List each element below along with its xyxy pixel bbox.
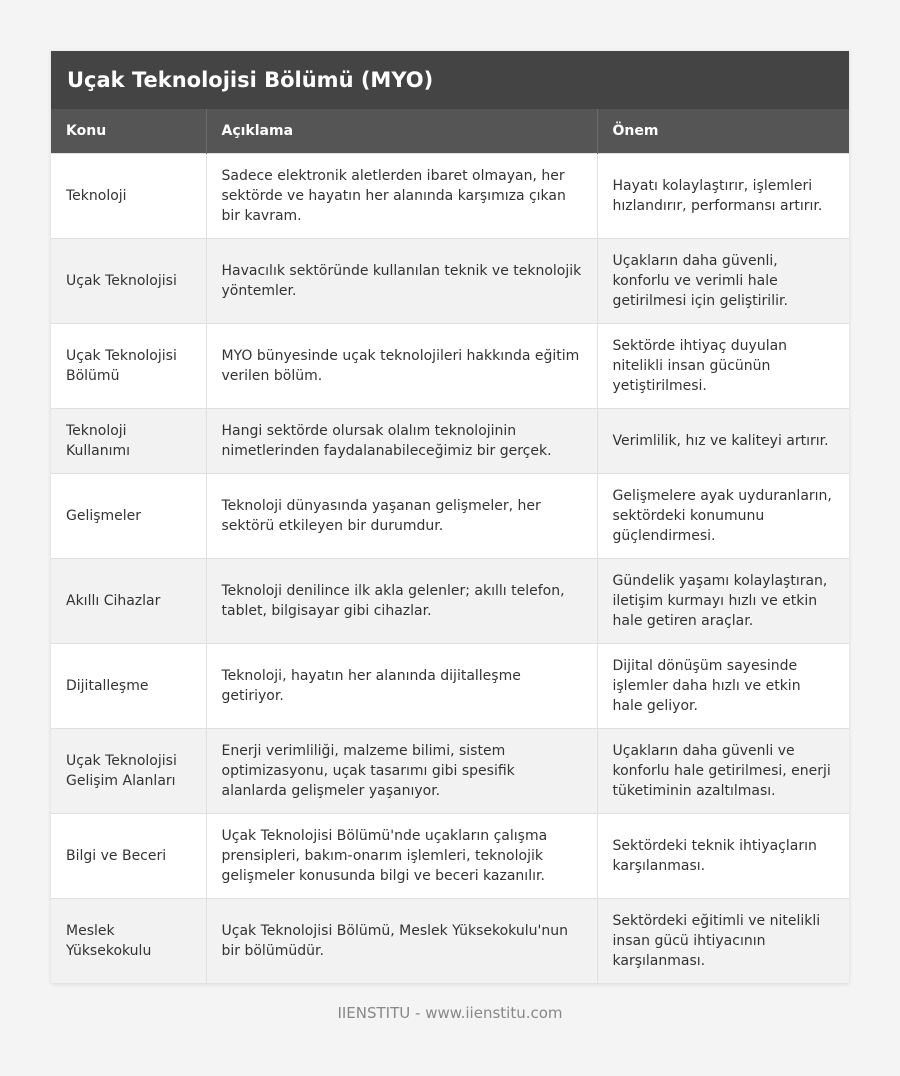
cell-aciklama: Enerji verimliliği, malzeme bilimi, sistem optimizasyonu, uçak tasarımı gibi spesifik alanlarda gelişmeler yaşanıyor. [206, 728, 597, 813]
cell-onem: Verimlilik, hız ve kaliteyi artırır. [597, 408, 849, 473]
cell-aciklama: Sadece elektronik aletlerden ibaret olmayan, her sektörde ve hayatın her alanında karşımıza çıkan bir kavram. [206, 153, 597, 238]
table-row [51, 323, 849, 408]
cell-konu: Teknoloji [51, 153, 206, 238]
column-header-aciklama: Açıklama [206, 109, 597, 153]
footer-credit: IIENSTITU - www.iienstitu.com [337, 1004, 563, 1022]
table-row [51, 643, 849, 728]
cell-aciklama: Uçak Teknolojisi Bölümü'nde uçakların çalışma prensipleri, bakım-onarım işlemleri, teknolojik gelişmeler konusunda bilgi ve beceri kazanılır. [206, 813, 597, 898]
cell-onem: Hayatı kolaylaştırır, işlemleri hızlandırır, performansı artırır. [597, 153, 849, 238]
cell-konu: Teknoloji Kullanımı [51, 408, 206, 473]
cell-onem: Gündelik yaşamı kolaylaştıran, iletişim kurmayı hızlı ve etkin hale getiren araçlar. [597, 558, 849, 643]
cell-aciklama: Uçak Teknolojisi Bölümü, Meslek Yüksekokulu'nun bir bölümüdür. [206, 898, 597, 983]
table-row [51, 153, 849, 238]
cell-konu: Akıllı Cihazlar [51, 558, 206, 643]
column-header-onem: Önem [597, 109, 849, 153]
table-card [51, 51, 849, 983]
cell-konu: Bilgi ve Beceri [51, 813, 206, 898]
cell-onem: Sektörde ihtiyaç duyulan nitelikli insan gücünün yetiştirilmesi. [597, 323, 849, 408]
page-title: Uçak Teknolojisi Bölümü (MYO) [51, 51, 849, 109]
cell-onem: Sektördeki eğitimli ve nitelikli insan gücü ihtiyacının karşılanması. [597, 898, 849, 983]
cell-aciklama: Havacılık sektöründe kullanılan teknik ve teknolojik yöntemler. [206, 238, 597, 323]
cell-konu: Meslek Yüksekokulu [51, 898, 206, 983]
cell-aciklama: MYO bünyesinde uçak teknolojileri hakkında eğitim verilen bölüm. [206, 323, 597, 408]
topics-table [51, 109, 849, 983]
column-header-konu: Konu [51, 109, 206, 153]
table-row [51, 238, 849, 323]
cell-konu: Dijitalleşme [51, 643, 206, 728]
cell-onem: Gelişmelere ayak uyduranların, sektördeki konumunu güçlendirmesi. [597, 473, 849, 558]
cell-aciklama: Teknoloji, hayatın her alanında dijitalleşme getiriyor. [206, 643, 597, 728]
table-row [51, 898, 849, 983]
table-row [51, 728, 849, 813]
cell-aciklama: Teknoloji denilince ilk akla gelenler; akıllı telefon, tablet, bilgisayar gibi cihazlar. [206, 558, 597, 643]
table-row [51, 813, 849, 898]
header-row [51, 109, 849, 153]
cell-konu: Uçak Teknolojisi Gelişim Alanları [51, 728, 206, 813]
cell-onem: Uçakların daha güvenli, konforlu ve verimli hale getirilmesi için geliştirilir. [597, 238, 849, 323]
table-row [51, 473, 849, 558]
cell-aciklama: Teknoloji dünyasında yaşanan gelişmeler, her sektörü etkileyen bir durumdur. [206, 473, 597, 558]
cell-onem: Sektördeki teknik ihtiyaçların karşılanması. [597, 813, 849, 898]
cell-onem: Uçakların daha güvenli ve konforlu hale getirilmesi, enerji tüketiminin azaltılması. [597, 728, 849, 813]
cell-konu: Uçak Teknolojisi Bölümü [51, 323, 206, 408]
cell-konu: Uçak Teknolojisi [51, 238, 206, 323]
cell-konu: Gelişmeler [51, 473, 206, 558]
table-row [51, 558, 849, 643]
cell-onem: Dijital dönüşüm sayesinde işlemler daha hızlı ve etkin hale geliyor. [597, 643, 849, 728]
cell-aciklama: Hangi sektörde olursak olalım teknolojinin nimetlerinden faydalanabileceğimiz bir gerçek. [206, 408, 597, 473]
table-row [51, 408, 849, 473]
